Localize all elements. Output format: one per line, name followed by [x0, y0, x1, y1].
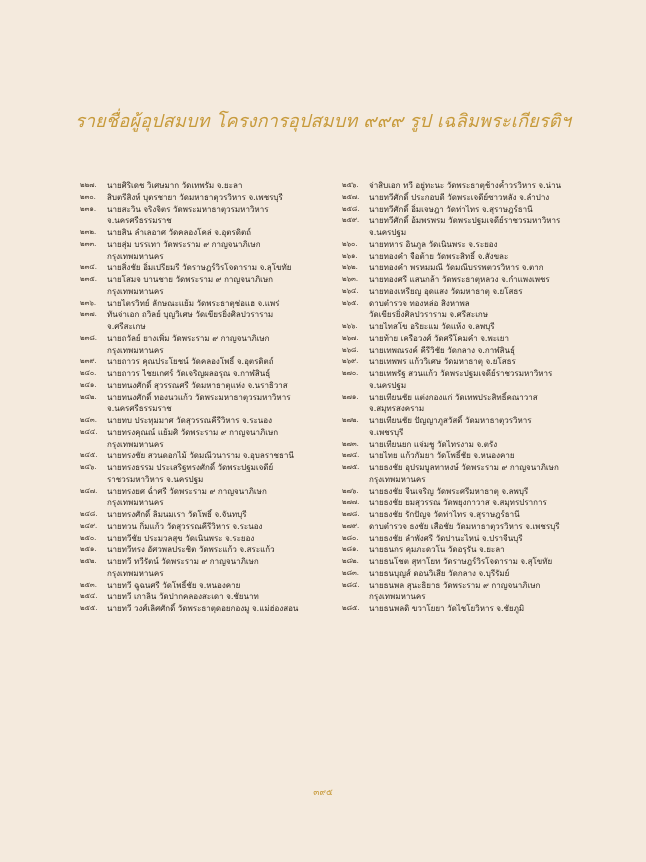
entry-line: นายสุ่ม บรรเทา วัดพระราม ๙ กาญจนาภิเษก	[107, 239, 261, 249]
entry-line: นายทวี เกาลิน วัดปากคลองสะเดา จ.ชัยนาท	[107, 592, 259, 602]
entry-number: ๒๗๗.	[342, 498, 360, 507]
entry-text	[369, 356, 592, 368]
entry-line: นายธงชัย ยมสุวรรณ วัดพยุงกาวาส จ.สมุทรปราการ	[369, 498, 547, 508]
entry-line: นายธนพล สุนะธิยาธ วัดพระราม ๙ กาญจนาภิเษก	[369, 580, 541, 590]
entry-line: นายไทสโข อริยะแม วัดแห้ง จ.ลพบุรี	[369, 322, 495, 331]
entry-number: ๒๔๖.	[80, 463, 97, 471]
entry-line: นายทวี ทวีรัตน์ วัดพระราม ๙ กาญจนาภิเษก	[107, 557, 259, 566]
entry-line: ดาบตำรวจ ทองหล่อ สิงหาพล	[369, 298, 470, 308]
right-column	[342, 180, 592, 615]
list-item	[80, 521, 330, 533]
entry-line: ทันจ่าเอก ถวิลย์ บุญวิเศษ วัดเขียรยิ่งศิลปวราราม	[107, 310, 274, 320]
page-number: ๓๙๕	[313, 788, 333, 798]
entry-text	[369, 180, 592, 192]
entry-number: ๒๓๗.	[80, 310, 97, 319]
entry-text	[369, 345, 592, 357]
entry-line: นายทรงชัย สวนดอกไม้ วัดมณีวนาราม จ.อุบลราชธานี	[107, 451, 294, 461]
list-item	[342, 204, 592, 216]
entry-number: ๒๔๐.	[80, 369, 97, 377]
entry-line: นายถวัลย์ ยางเพิ่ม วัดพระราม ๙ กาญจนาภิเษก	[107, 333, 270, 343]
list-item	[80, 356, 330, 368]
list-item	[342, 321, 592, 333]
entry-number: ๒๗๐.	[342, 369, 359, 377]
entry-line: นายทรงยศ ฉ่ำศรี วัดพระราม ๙ กาญจนาภิเษก	[107, 486, 267, 496]
entry-line: นายทนงศักดิ์ ทองนวแก้ว วัดพระมหาธาตุวรมหาวิหาร	[107, 392, 291, 402]
entry-text	[369, 262, 592, 274]
entry-number: ๒๗๖.	[342, 486, 359, 495]
entry-line: นายทบ ประทุมมาศ วัดสุวรรณคีรีวิหาร จ.ระนอง	[107, 416, 272, 425]
entry-line: นายเทพพร แก้ววิเศษ วัดมหาธาตุ จ.ยโสธร	[369, 357, 516, 367]
entry-number: ๒๕๗.	[342, 192, 360, 201]
entry-line: นายธนกร คุมภะดวโน วัดอรุรัน จ.ยะลา	[369, 545, 505, 555]
entry-line: ดาบตำรวจ ธงชัย เสือชัย วัดมหาธาตุวรวิหาร จ.เพชรบุรี	[369, 521, 560, 531]
entry-number: ๒๖๑.	[342, 251, 358, 260]
list-item	[342, 556, 592, 568]
entry-line: ราชวรมหาวิหาร จ.นครปฐม	[107, 474, 204, 484]
entry-line: นายโสมจ บานชาย วัดพระราม ๙ กาญจนาภิเษก	[107, 275, 274, 284]
list-item	[342, 180, 592, 192]
entry-text	[107, 521, 330, 533]
entry-text	[107, 591, 330, 603]
entry-text	[107, 180, 330, 192]
list-item	[342, 345, 592, 357]
entry-line: นายธนบุญส์ ดอนวิเสีย วัดกลาง จ.บุรีรัมย์	[369, 568, 510, 578]
entry-line: นายธงชัย ลำพังศรี วัดปานะไหน่ จ.ปราจีนบุรี	[369, 533, 523, 543]
entry-text	[107, 274, 330, 298]
entry-number: ๒๘๔.	[342, 580, 360, 589]
entry-text	[107, 227, 330, 239]
entry-number: ๒๖๘.	[342, 345, 359, 354]
entry-text	[107, 380, 330, 392]
list-item	[80, 603, 330, 615]
entry-line: นายทองเหรียญ อุดแสง วัดมหาธาตุ จ.ยโสธร	[369, 286, 523, 296]
entry-line: นายเทพรัฐ สวนแก้ว วัดพระปฐมเจดีย์ราชวรมหาวิหาร	[369, 369, 553, 378]
list-item	[80, 556, 330, 580]
entry-number: ๒๕๔.	[80, 592, 98, 601]
list-item	[80, 544, 330, 556]
entry-number: ๒๗๔.	[342, 451, 360, 460]
list-item	[80, 368, 330, 380]
entry-line: นายทรงศักดิ์ ลิมนมเรา วัดโพธิ์ จ.จันทบุรี	[107, 510, 247, 519]
entry-text	[107, 509, 330, 521]
entry-number: ๒๔๘.	[80, 510, 98, 518]
entry-text	[107, 533, 330, 545]
entry-number: ๒๗๓.	[342, 439, 359, 448]
entry-number: ๒๘๐.	[342, 533, 359, 542]
entry-text	[107, 450, 330, 462]
entry-number: ๒๓๑.	[80, 204, 97, 213]
entry-line: นายธงชัย อุปรมบูลทาหงษ์ วัดพระราม ๙ กาญจนาภิเษก	[369, 463, 559, 472]
entry-text	[369, 274, 592, 286]
entry-number: ๒๓๓.	[80, 239, 97, 248]
entry-number: ๒๗๒.	[342, 416, 359, 424]
entry-text	[369, 286, 592, 298]
entry-line: นายธนโชต สุทาโยท วัดราษฎร์วิรโจดาราม จ.สุโขทัย	[369, 557, 553, 566]
entry-line: นายทองคำ พรหมมณี วัดมณีบรรพตวรวิหาร จ.ตาก	[369, 263, 544, 273]
list-item	[80, 591, 330, 603]
entry-line: กรุงเทพมหานคร	[107, 345, 164, 355]
list-item	[342, 415, 592, 439]
entry-number: ๒๔๙.	[80, 521, 98, 530]
entry-text	[369, 497, 592, 509]
entry-line: จ่าสิบเอก ทวี อยู่ทะนะ วัดพระธาตุช้างค้ำวรวิหาร จ.น่าน	[369, 181, 562, 190]
list-item	[80, 192, 330, 204]
list-item	[342, 298, 592, 322]
entry-number: ๒๓๘.	[80, 333, 98, 342]
entry-line: กรุงเทพมหานคร	[107, 439, 164, 449]
entry-text	[369, 462, 592, 486]
entry-number: ๒๖๖.	[342, 322, 358, 330]
entry-number: ๒๗๕.	[342, 463, 360, 471]
list-item	[80, 309, 330, 333]
entry-number: ๒๗๙.	[342, 521, 360, 530]
entry-line: นายถาวร ไชยเกศร์ วัดเจริญผลอรุณ จ.กาฬสินธุ์	[107, 369, 271, 378]
list-item	[80, 180, 330, 192]
list-item	[80, 427, 330, 451]
list-item	[80, 533, 330, 545]
list-item	[342, 251, 592, 263]
list-item	[342, 439, 592, 451]
entry-number: ๒๓๖.	[80, 298, 97, 307]
list-item	[342, 192, 592, 204]
entry-text	[369, 521, 592, 533]
entry-number: ๒๔๒.	[80, 392, 97, 401]
list-item	[342, 568, 592, 580]
list-item	[342, 580, 592, 604]
entry-line: กรุงเทพมหานคร	[369, 592, 426, 602]
entry-text	[107, 392, 330, 416]
list-item	[342, 533, 592, 545]
list-item	[80, 262, 330, 274]
entry-line: นายเทียนยก แจ่มชู วัดไทรงาม จ.ตรัง	[369, 439, 498, 449]
entry-line: นายธงชัย จีนเจริญ วัดพระศรีมหาธาตุ จ.ลพบุรี	[369, 486, 529, 496]
entry-line: นายทวีศักดิ์ ประกอบดี วัดพระเจดีย์ซาวหลัง จ.ลำปาง	[369, 192, 550, 202]
left-column	[80, 180, 330, 615]
entry-line: จ.นครปฐม	[369, 228, 407, 237]
entry-text	[107, 544, 330, 556]
list-item	[80, 274, 330, 298]
list-item	[80, 486, 330, 510]
entry-line: กรุงเทพมหานคร	[107, 498, 164, 508]
entry-number: ๒๕๑.	[80, 545, 97, 554]
entry-text	[369, 509, 592, 521]
entry-line: จ.นครปฐม	[369, 380, 407, 390]
list-item	[342, 497, 592, 509]
list-item	[342, 462, 592, 486]
entry-text	[107, 192, 330, 204]
list-item	[342, 239, 592, 251]
entry-text	[369, 298, 592, 322]
entry-line: นายทวี ฉูฉนศรี วัดโพธิ์ชัย จ.หนองคาย	[107, 580, 241, 590]
entry-text	[107, 333, 330, 357]
entry-text	[369, 568, 592, 580]
entry-number: ๒๔๓.	[80, 416, 97, 424]
entry-text	[369, 603, 592, 615]
entry-number: ๒๓๒.	[80, 228, 97, 236]
entry-line: กรุงเทพมหานคร	[107, 568, 164, 578]
entry-line: นายสะวิน จริงจิตร วัดพระมหาธาตุวรมหาวิหาร	[107, 204, 269, 214]
entry-number: ๒๖๕.	[342, 298, 359, 307]
entry-text	[369, 580, 592, 604]
list-item	[80, 415, 330, 427]
entry-line: นายทรงคุณณ์ แย้มศิ วัดพระราม ๙ กาญจนาภิเษก	[107, 427, 279, 437]
entry-text	[107, 356, 330, 368]
entry-number: ๒๖๔.	[342, 286, 359, 295]
entry-number: ๒๕๖.	[342, 181, 359, 189]
entry-text	[369, 439, 592, 451]
list-item	[342, 509, 592, 521]
list-item	[342, 603, 592, 615]
entry-text	[369, 450, 592, 462]
list-item	[342, 262, 592, 274]
entry-line: นายทวีศักดิ์ อ้มพรพรม วัดพระปฐมเจดีย์ราชวรมหาวิหาร	[369, 216, 561, 226]
entry-number: ๒๔๑.	[80, 380, 97, 389]
entry-number: ๒๘๑.	[342, 545, 359, 554]
entry-number: ๒๖๓.	[342, 275, 359, 283]
entry-text	[107, 415, 330, 427]
entry-line: นายท้าย เครือวงศ์ วัดศรีโคมคำ จ.พะเยา	[369, 333, 509, 343]
entry-number: ๒๕๕.	[80, 604, 98, 612]
entry-line: นายธนพลดิ ขวาโยยา วัดไชโยวิหาร จ.ชัยภูมิ	[369, 604, 525, 613]
entry-line: นายทองศรี แสนกล้า วัดพระธาตุหลวง จ.กำแพงเพชร	[369, 275, 550, 284]
entry-line: นายสิน ลำเลอาศ วัดคลองโคล่ จ.อุตรดิตถ์	[107, 228, 251, 237]
entry-text	[369, 239, 592, 251]
entry-number: ๒๓๕.	[80, 275, 97, 283]
entry-number: ๒๗๘.	[342, 510, 360, 518]
entry-line: นายเทียนชัย ปัญญาภูสวัสดิ์ วัดมหาธาตุวรวิหาร	[369, 416, 532, 425]
entry-line: สิบตรีสิงห์ บุตรชายา วัดมหาธาตุวรวิหาร จ.เพชรบุรี	[107, 192, 283, 202]
entry-number: ๒๓๙.	[80, 357, 97, 366]
entry-text	[107, 580, 330, 592]
entry-number: ๒๖๐.	[342, 239, 358, 248]
list-item	[80, 298, 330, 310]
entry-number: ๒๓๐.	[80, 192, 96, 201]
entry-number: ๒๖๗.	[342, 333, 359, 342]
entry-text	[369, 321, 592, 333]
entry-line: นายเทียนชัย แต่งกองแก่ วัดเทพประสิทธิ์คณาวาส	[369, 392, 538, 402]
list-item	[80, 509, 330, 521]
entry-text	[107, 556, 330, 580]
entry-text	[107, 298, 330, 310]
entry-text	[369, 215, 592, 239]
list-item	[80, 333, 330, 357]
entry-number: ๒๕๓.	[80, 580, 97, 589]
entry-line: นายทองคำ จือต้าย วัดพระสิทธิ์ จ.สังขละ	[369, 251, 509, 261]
entry-number: ๒๕๘.	[342, 204, 360, 213]
entry-text	[369, 333, 592, 345]
entry-line: วัดเขียรยิ่งศิลปวราราม จ.ศรีสะเกษ	[369, 310, 489, 320]
entry-line: กรุงเทพมหานคร	[369, 474, 426, 484]
entry-text	[107, 204, 330, 228]
entry-line: จ.ศรีสะเกษ	[107, 322, 146, 331]
entry-line: กรุงเทพมหานคร	[107, 286, 164, 296]
entry-text	[369, 544, 592, 556]
entry-text	[369, 392, 592, 416]
list-item	[80, 580, 330, 592]
entry-text	[107, 368, 330, 380]
entry-line: นายไทย แก้วกัมยา วัดโพธิ์ชัย จ.หนองคาย	[369, 451, 515, 461]
list-item	[80, 380, 330, 392]
entry-line: นายทหาร อินภูล วัดเนินพระ จ.ระยอง	[369, 239, 498, 249]
entry-number: ๒๔๕.	[80, 451, 98, 460]
entry-text	[369, 368, 592, 392]
entry-text	[107, 462, 330, 486]
entry-line: จ.เพชรบุรี	[369, 427, 404, 437]
list-item	[342, 333, 592, 345]
entry-line: นายทวี วงศ์เลิศศักดิ์ วัดพระธาตุดอยกองมู จ.แม่ฮ่องสอน	[107, 604, 299, 613]
entry-line: นายทรงธรรม ประเสริฐทรงศักดิ์ วัดพระปฐมเจดีย์	[107, 463, 274, 472]
list-item	[80, 239, 330, 263]
list-item	[342, 215, 592, 239]
entry-number: ๒๗๑.	[342, 392, 359, 401]
list-item	[80, 227, 330, 239]
list-item	[80, 462, 330, 486]
list-item	[342, 450, 592, 462]
entry-text	[369, 192, 592, 204]
entry-line: นายทนงศักดิ์ สุวรรณศรี วัดมหาธาตุแห่ง จ.นราธิวาส	[107, 380, 288, 390]
entry-line: นายทวีศักดิ์ อิ่มเจษฎา วัดท่าไทร จ.สุราษฎร์ธานี	[369, 204, 533, 214]
list-item	[342, 286, 592, 298]
entry-number: ๒๔๔.	[80, 427, 98, 436]
list-item	[80, 392, 330, 416]
entry-text	[107, 309, 330, 333]
entry-number: ๒๕๙.	[342, 216, 360, 225]
list-item	[80, 204, 330, 228]
list-item	[342, 544, 592, 556]
entry-line: นายทวีชัย ประมวลสุข วัดเนินพระ จ.ระยอง	[107, 533, 255, 543]
entry-line: นายธงชัย รักปัญจ วัดท่าไทร จ.สุราษฎร์ธานี	[369, 510, 520, 519]
entry-line: นายศิริเดช วิเศษมาก วัดเทพรัม จ.ยะลา	[107, 181, 243, 190]
entry-line: นายสิ่งชัย อิ่มเปรียมรี วัดราษฎร์วิรโจดาราม จ.ลุโขทัย	[107, 263, 292, 273]
list-item	[342, 274, 592, 286]
list-item	[342, 368, 592, 392]
list-item	[80, 450, 330, 462]
entry-number: ๒๕๐.	[80, 533, 97, 542]
entry-text	[369, 486, 592, 498]
entry-line: จ.นครศรีธรรมราช	[107, 216, 172, 226]
entry-number: ๒๘๕.	[342, 604, 360, 612]
entry-text	[369, 556, 592, 568]
entry-number: ๒๖๒.	[342, 263, 358, 272]
page-title: รายชื่อผู้อุปสมบท โครงการอุปสมบท ๙๙๙ รูป เฉลิมพระเกียรติฯ	[75, 111, 571, 132]
entry-number: ๒๘๒.	[342, 557, 359, 565]
list-item	[342, 356, 592, 368]
entry-text	[107, 486, 330, 510]
entry-number: ๒๓๔.	[80, 263, 97, 272]
entry-line: นายไตรวิทย์ ลักษณะแย้ม วัดพระธาตุช่อแฮ จ.แพร่	[107, 298, 280, 308]
entry-line: จ.สมุทรสงคราม	[369, 404, 425, 414]
entry-number: ๒๔๗.	[80, 486, 98, 495]
list-item	[342, 392, 592, 416]
entry-line: นายทวน กิ่มแก้ว วัดสุวรรณคีรีวิหาร จ.ระนอง	[107, 521, 263, 531]
entry-line: นายทวีทรง อัศวพลประชิต วัดพระแก้ว จ.สระแก้ว	[107, 545, 275, 555]
entry-line: จ.นครศรีธรรมราช	[107, 404, 172, 414]
list-item	[342, 521, 592, 533]
entry-text	[369, 415, 592, 439]
entry-text	[107, 427, 330, 451]
entry-text	[107, 603, 330, 615]
entry-line: กรุงเทพมหานคร	[107, 251, 164, 261]
entry-line: นายถาวร คุณประโยชน์ วัดคลองโพธิ์ จ.อุตรดิตถ์	[107, 357, 274, 367]
entry-number: ๒๖๙.	[342, 357, 359, 366]
entry-text	[369, 533, 592, 545]
entry-line: นายเทพณรงค์ คีรีวิชัย วัดกลาง จ.กาฬสินธุ์	[369, 345, 515, 355]
entry-text	[107, 239, 330, 263]
list-item	[342, 486, 592, 498]
entry-text	[369, 204, 592, 216]
entry-number: ๒๒๗.	[80, 181, 97, 189]
entry-number: ๒๘๓.	[342, 568, 360, 577]
entry-text	[107, 262, 330, 274]
entry-text	[369, 251, 592, 263]
entry-number: ๒๕๒.	[80, 557, 97, 565]
